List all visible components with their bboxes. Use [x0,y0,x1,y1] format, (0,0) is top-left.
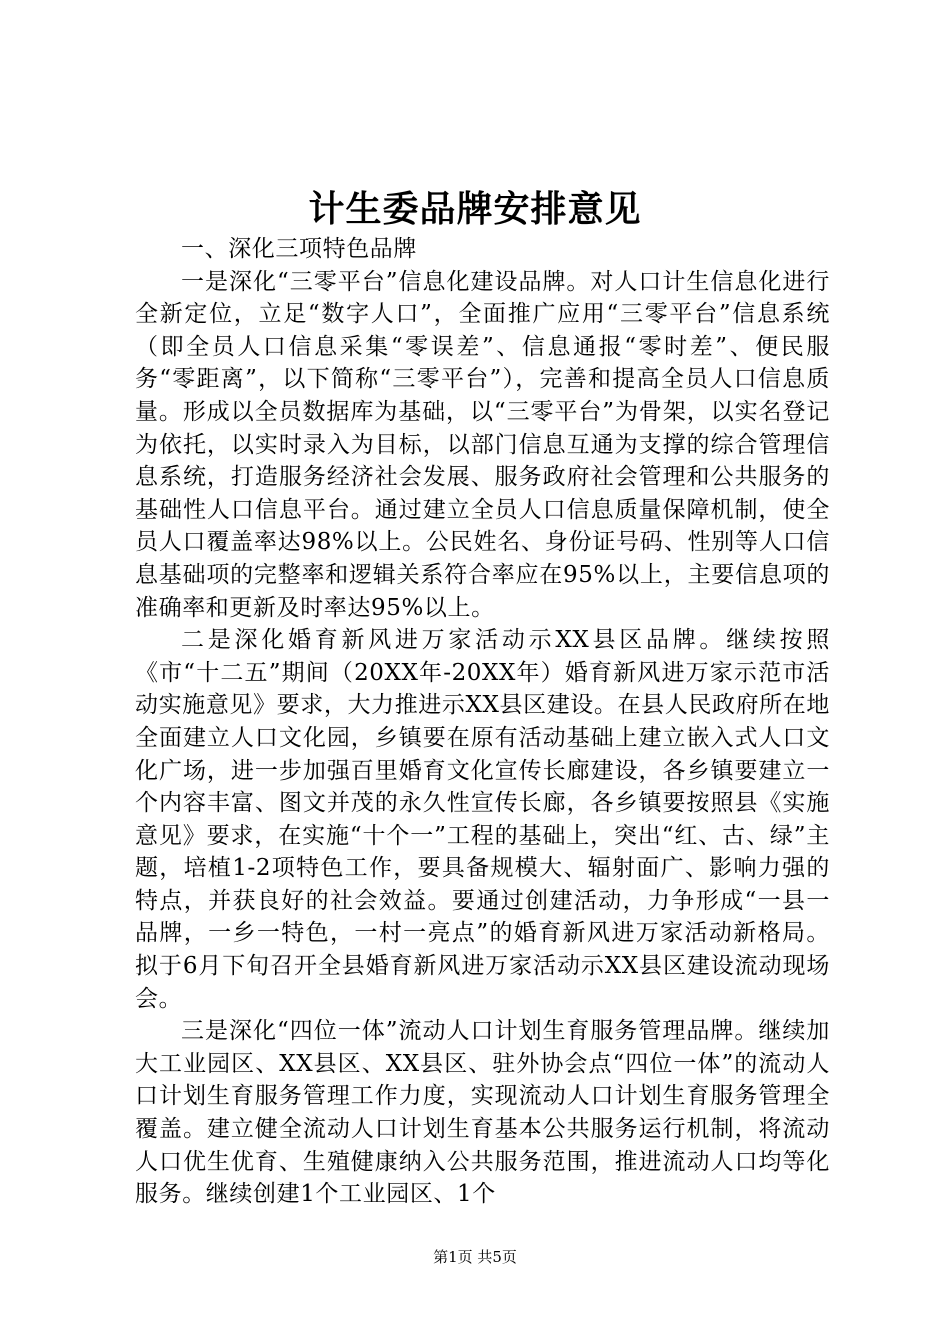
document-body [135,233,830,1211]
paragraph-2: 二是深化婚育新风进万家活动示XX县区品牌。继续按照《市“十二五”期间（20XX年-20XX年）婚育新风进万家示范市活动实施意见》要求，大力推进示XX县区建设。在县人民政府所在地全面建立人口文化园，乡镇要在原有活动基础上建立嵌入式人口文化广场，进一步加强百里婚育文化宣传长廊建设，各乡镇要建立一个内容丰富、图文并茂的永久性宣传长廊，各乡镇要按照县《实施意见》要求，在实施“十个一”工程的基础上，突出“红、古、绿”主题，培植1-2项特色工作，要具备规模大、辐射面广、影响力强的特点，并获良好的社会效益。要通过创建活动，力争形成“一县一品牌，一乡一特色，一村一亮点”的婚育新风进万家活动新格局。拟于6月下旬召开全县婚育新风进万家活动示XX县区建设流动现场会。 [135,627,830,1012]
document-title: 计生委品牌安排意见 [308,188,642,230]
section-heading: 一、深化三项特色品牌 [181,236,417,262]
page-number: 第1页 [433,1248,473,1266]
page-total: 共5页 [477,1248,517,1266]
paragraph-3: 三是深化“四位一体”流动人口计划生育服务管理品牌。继续加大工业园区、XX县区、XX县区、驻外协会点“四位一体”的流动人口计划生育服务管理工作力度，实现流动人口计划生育服务管理全覆盖。建立健全流动人口计划生育基本公共服务运行机制，将流动人口优生优育、生殖健康纳入公共服务范围，推进流动人口均等化服务。继续创建1个工业园区、1个 [135,1018,830,1208]
paragraph-1: 一是深化“三零平台”信息化建设品牌。对人口计生信息化进行全新定位，立足“数字人口”，全面推广应用“三零平台”信息系统（即全员人口信息采集“零误差”、信息通报“零时差”、便民服务“零距离”，以下简称“三零平台”），完善和提高全员人口信息质量。形成以全员数据库为基础，以“三零平台”为骨架，以实名登记为依托，以实时录入为目标，以部门信息互通为支撑的综合管理信息系统，打造服务经济社会发展、服务政府社会管理和公共服务的基础性人口信息平台。通过建立全员人口信息质量保障机制，使全员人口覆盖率达98%以上。公民姓名、身份证号码、性别等人口信息基础项的完整率和逻辑关系符合率应在95%以上，主要信息项的准确率和更新及时率达95%以上。 [135,268,830,621]
page-footer [0,1247,950,1267]
